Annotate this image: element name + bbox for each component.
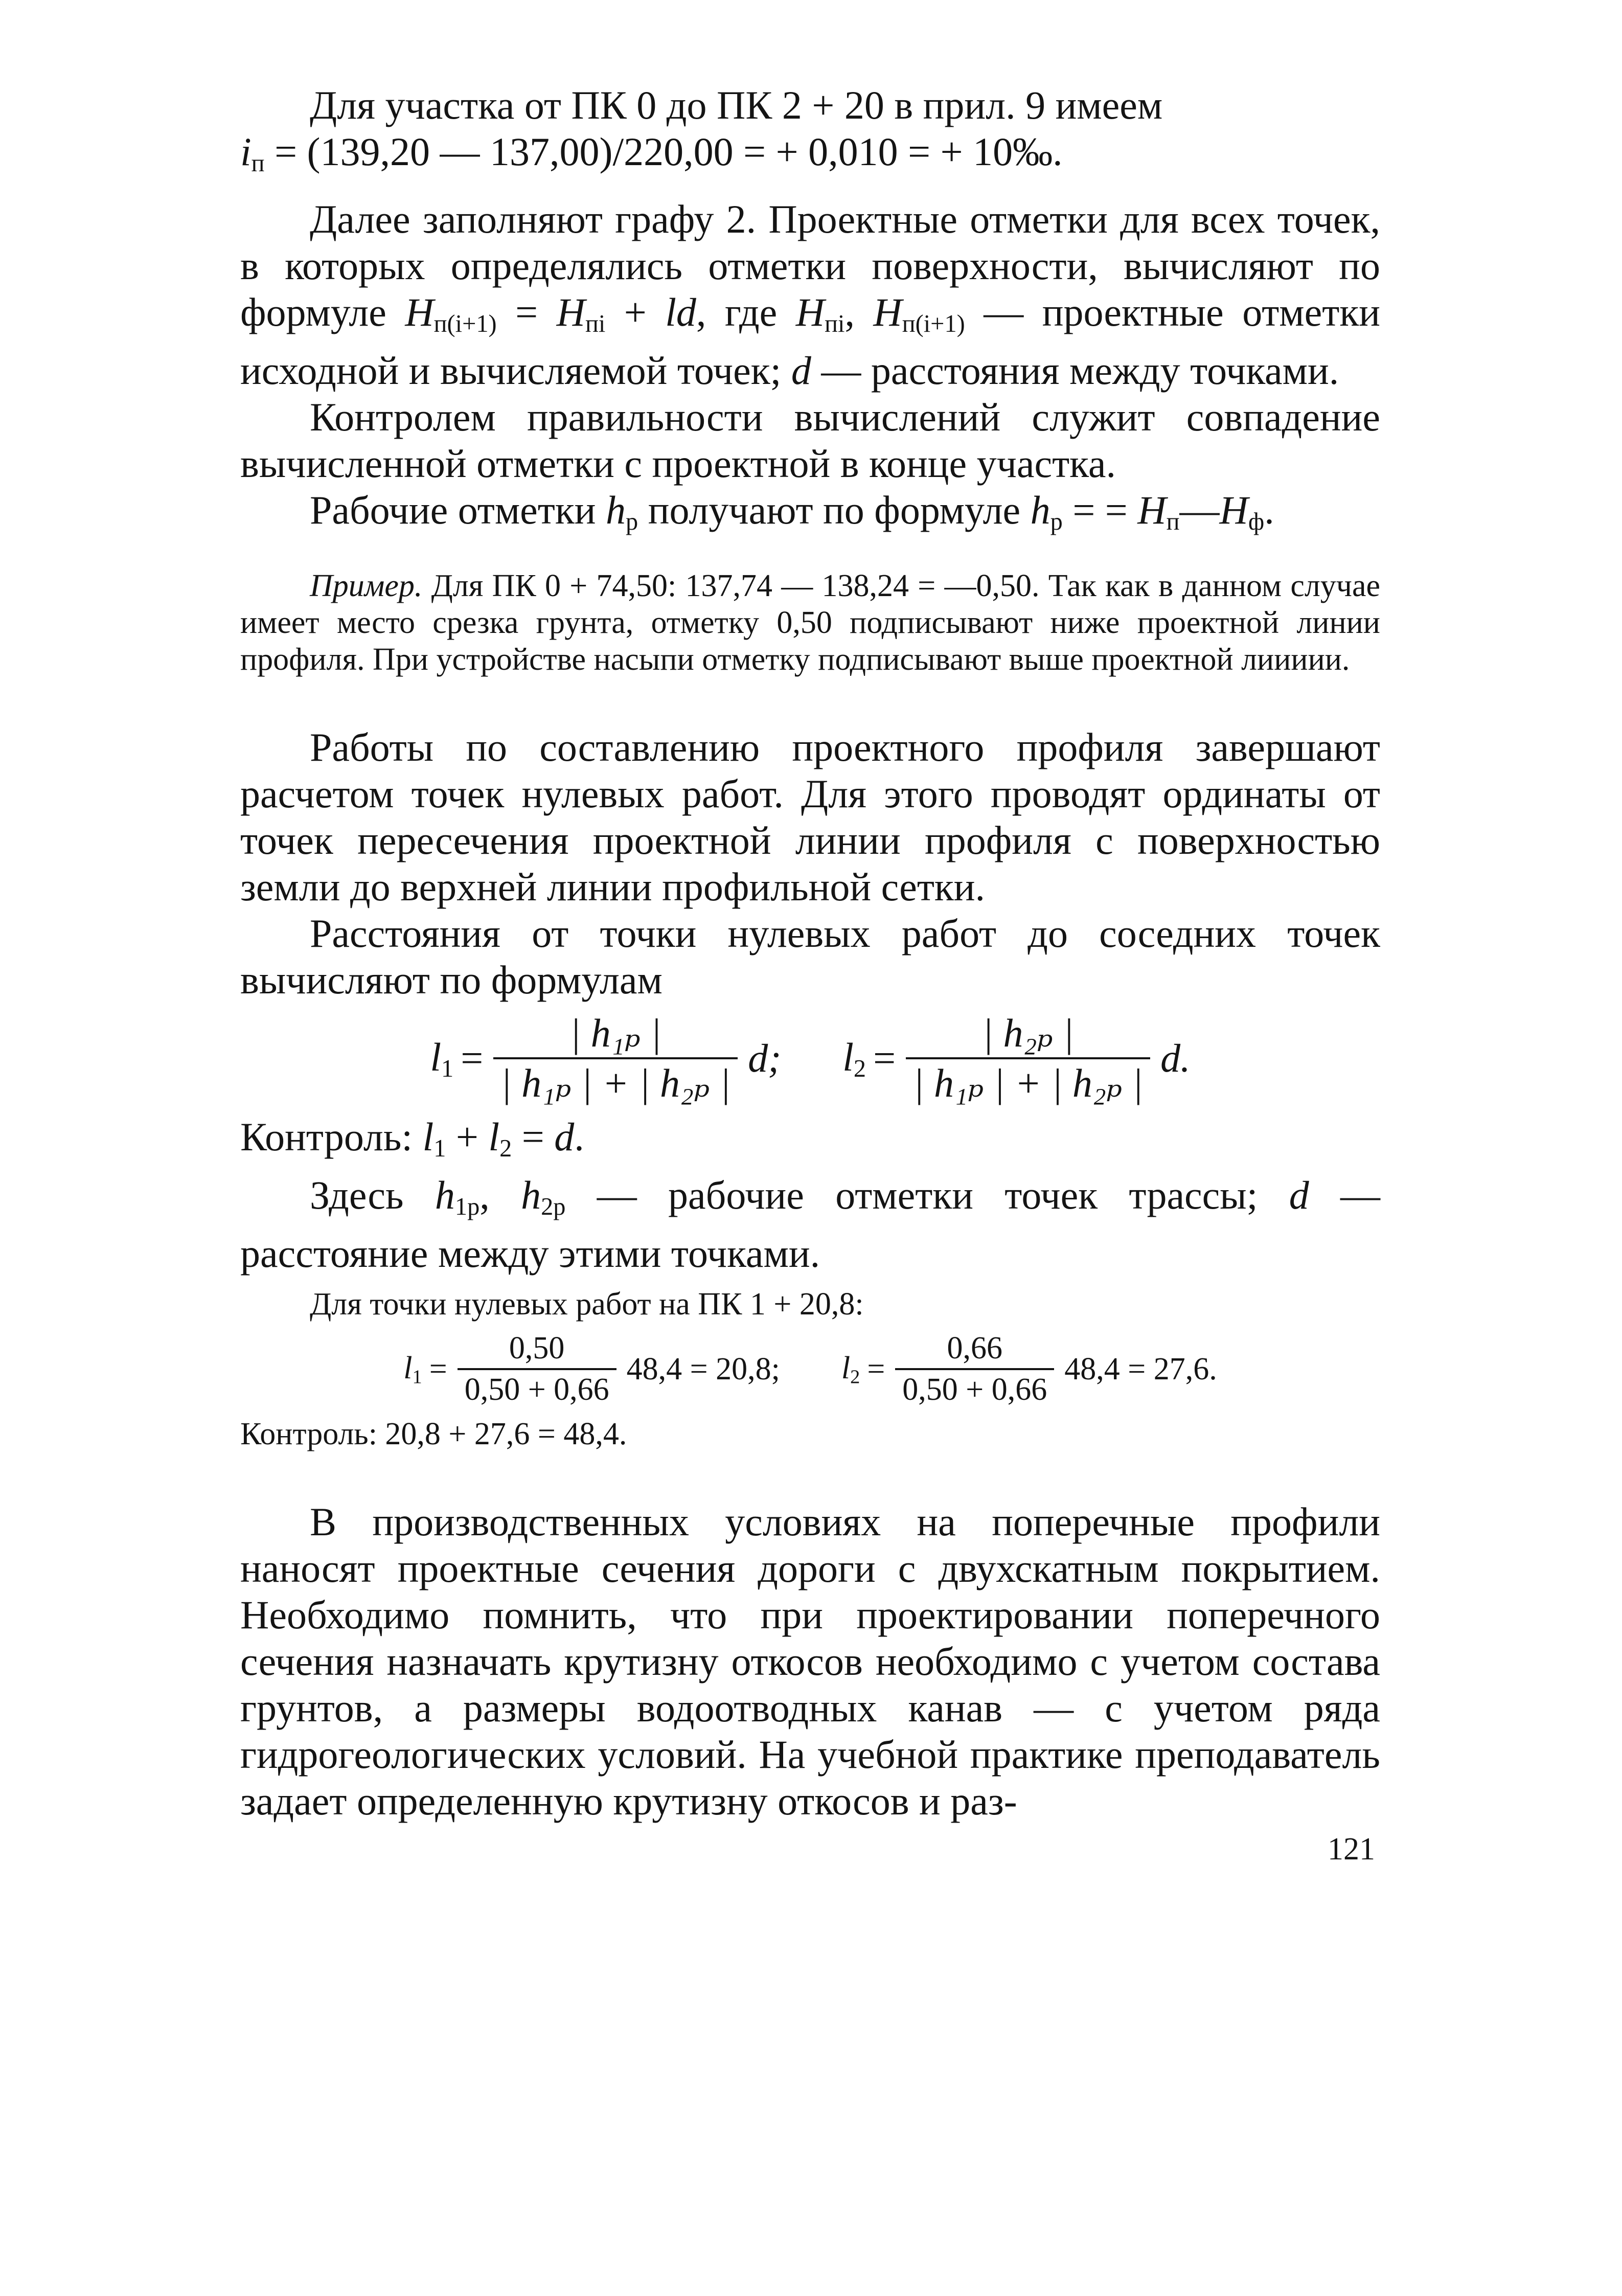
formula-l2-d: d. [1160, 1036, 1191, 1081]
numeric-l2-tail: 48,4 = 27,6. [1064, 1351, 1217, 1386]
control-paragraph [240, 394, 1380, 487]
slope-formula-var: i [240, 129, 252, 174]
formula-l1-var: l [430, 1034, 442, 1079]
formula-h-cur: H [556, 290, 585, 335]
control2-paragraph [240, 1416, 1380, 1452]
here-text-c: — расстояние между этими точками. [240, 1173, 1381, 1276]
design-marks-text-a: Далее заполняют графу 2. Проектные отметки для всех точек, в которых определялись отметки поверхности, вычисляют по формуле [240, 197, 1380, 335]
var-hr: h [606, 488, 626, 533]
numeric-l1-eq: = [429, 1351, 447, 1386]
working-marks-text-b: получают по формуле [638, 488, 1031, 533]
var-hr-2: h [1030, 488, 1050, 533]
control-plus: + [446, 1115, 489, 1160]
formula-l2-numerator: | h₂ₚ | [982, 1011, 1074, 1056]
formula-l2-var: l [842, 1034, 854, 1079]
formula-l1-numerator: | h₁ₚ | [569, 1011, 661, 1056]
here-h1-sub: 1р [454, 1193, 480, 1221]
control-label: Контроль: [240, 1115, 423, 1160]
working-marks-dash: — [1179, 488, 1220, 533]
slope-formula-rest: = (139,20 — 137,00)/220,00 = + 0,010 = + 10‰. [264, 129, 1063, 174]
formula-ld: ld [665, 290, 696, 335]
example2-text: Для точки нулевых работ на ПК 1 + 20,8: [310, 1287, 864, 1322]
control-eq: = [512, 1115, 555, 1160]
formula-h-next: H [405, 290, 434, 335]
zero-works-text: Работы по составлению проектного профиля завершают расчетом точек нулевых работ. Для этого проводят ординаты от точек пересечения проектной линии профиля с поверхностью земли до верхней линии профильной сетки. [240, 725, 1380, 910]
formula-l1 [430, 1012, 781, 1104]
formula-plus: + [605, 290, 666, 335]
formula-l2-denominator: | h₁ₚ | + | h₂ₚ | [906, 1057, 1150, 1104]
here-h1: h [435, 1173, 455, 1218]
control-l2: l [488, 1115, 500, 1160]
slope-formula-sub: п [251, 150, 265, 177]
control-l1-sub: 1 [433, 1135, 446, 1163]
working-marks-end: . [1264, 488, 1274, 533]
numeric-l1-numerator: 0,50 [509, 1331, 565, 1366]
formula-l1-denominator: | h₁ₚ | + | h₂ₚ | [493, 1057, 738, 1104]
design-marks-text-d: — расстояния между точками. [811, 348, 1339, 393]
var-h-next-sub: п(i+1) [902, 310, 965, 338]
example-paragraph [240, 567, 1380, 678]
example-text: Для ПК 0 + 74,50: 137,74 — 138,24 = —0,50. Так как в данном случае имеет место срезка грунта, отметку 0,50 подписывают ниже проектной линии профиля. При устройстве насыпи отметку подписывают выше проектной лиииии. [240, 569, 1380, 677]
formula-l2 [842, 1012, 1190, 1104]
var-sep: , [844, 290, 874, 335]
distance-formulas [240, 1012, 1380, 1104]
formula-l2-fraction [906, 1012, 1150, 1104]
working-marks-eq: = = [1062, 488, 1138, 533]
production-text: В производственных условиях на поперечные профили наносят проектные сечения дороги с двухскатным покрытием. Необходимо помнить, что при проектировании поперечного сечения назначать крутизну откосов необходимо с учетом состава грунтов, а размеры водоотводных канав — с учетом ряда гидрогеологических условий. На учебной практике преподаватель задает определенную крутизну откосов и раз- [240, 1499, 1380, 1824]
numeric-l1-fraction [458, 1332, 616, 1406]
page [240, 82, 1380, 1867]
formula-h-next-sub: п(i+1) [433, 310, 497, 338]
example2-intro [240, 1286, 1380, 1323]
intro-text: Для участка от ПК 0 до ПК 2 + 20 в прил. 9 имеем [310, 83, 1163, 127]
working-marks-text-a: Рабочие отметки [310, 488, 606, 533]
here-text-a: Здесь [310, 1173, 435, 1218]
numeric-l2-denominator: 0,50 + 0,66 [895, 1368, 1054, 1406]
numeric-l2-eq: = [867, 1351, 885, 1386]
formula-l2-eq: = [873, 1036, 896, 1081]
zero-works-paragraph [240, 724, 1380, 910]
distances-text: Расстояния от точки нулевых работ до соседних точек вычисляют по формулам [240, 911, 1380, 1003]
control2-text: Контроль: 20,8 + 27,6 = 48,4. [240, 1417, 627, 1452]
here-h2: h [521, 1173, 541, 1218]
formula-eq: = [496, 290, 557, 335]
here-text-b: — рабочие отметки точек трассы; [565, 1173, 1289, 1218]
control-d: d [554, 1115, 575, 1160]
var-hr-2-sub: р [1050, 508, 1063, 536]
var-hf: H [1219, 488, 1248, 533]
var-hf-sub: ф [1248, 508, 1265, 536]
numeric-l2-sub: 2 [850, 1366, 860, 1388]
var-h-cur: H [795, 290, 825, 335]
design-marks-text-c: — проектные отметки исходной и вычисляемой точек; [240, 290, 1380, 393]
here-d: d [1289, 1173, 1309, 1218]
example-label: Пример. [310, 569, 423, 604]
here-sep: , [479, 1173, 521, 1218]
here-paragraph [240, 1172, 1380, 1277]
page-number: 121 [1328, 1832, 1375, 1867]
numeric-l2 [841, 1332, 1217, 1406]
control-l1: l [422, 1115, 434, 1160]
numeric-l1 [403, 1332, 780, 1406]
numeric-l1-tail: 48,4 = 20,8; [626, 1351, 780, 1386]
slope-formula [240, 128, 1380, 187]
numeric-l1-sub: 1 [412, 1366, 422, 1388]
numeric-l1-var: l [403, 1350, 413, 1385]
numeric-formulas [240, 1332, 1380, 1406]
control-text: Контролем правильности вычислений служит совпадение вычисленной отметки с проектной в конце участка. [240, 395, 1380, 486]
formula-h-cur-sub: пi [585, 310, 606, 338]
var-h-next: H [873, 290, 902, 335]
var-hp-sub: п [1166, 508, 1180, 536]
numeric-l2-numerator: 0,66 [947, 1331, 1003, 1366]
numeric-l2-fraction [895, 1332, 1054, 1406]
formula-l1-fraction [493, 1012, 738, 1104]
control-l2-sub: 2 [499, 1135, 512, 1163]
formula-l2-sub: 2 [853, 1055, 866, 1082]
distances-paragraph [240, 910, 1380, 1003]
control-formula [240, 1113, 1380, 1172]
var-hp: H [1137, 488, 1167, 533]
formula-l1-sub: 1 [441, 1055, 454, 1082]
working-marks-paragraph [240, 487, 1380, 545]
numeric-l1-denominator: 0,50 + 0,66 [458, 1368, 616, 1406]
design-marks-paragraph [240, 196, 1380, 394]
intro-paragraph [240, 82, 1380, 128]
numeric-l2-var: l [841, 1350, 851, 1385]
formula-l1-d: d; [748, 1036, 782, 1081]
design-marks-text-b: , где [696, 290, 796, 335]
var-d: d [791, 348, 811, 393]
var-hr-sub: р [626, 508, 638, 536]
here-h2-sub: 2р [541, 1193, 566, 1221]
var-h-cur-sub: пi [825, 310, 845, 338]
production-paragraph [240, 1498, 1380, 1824]
formula-l1-eq: = [461, 1036, 484, 1081]
control-end: . [574, 1115, 584, 1160]
